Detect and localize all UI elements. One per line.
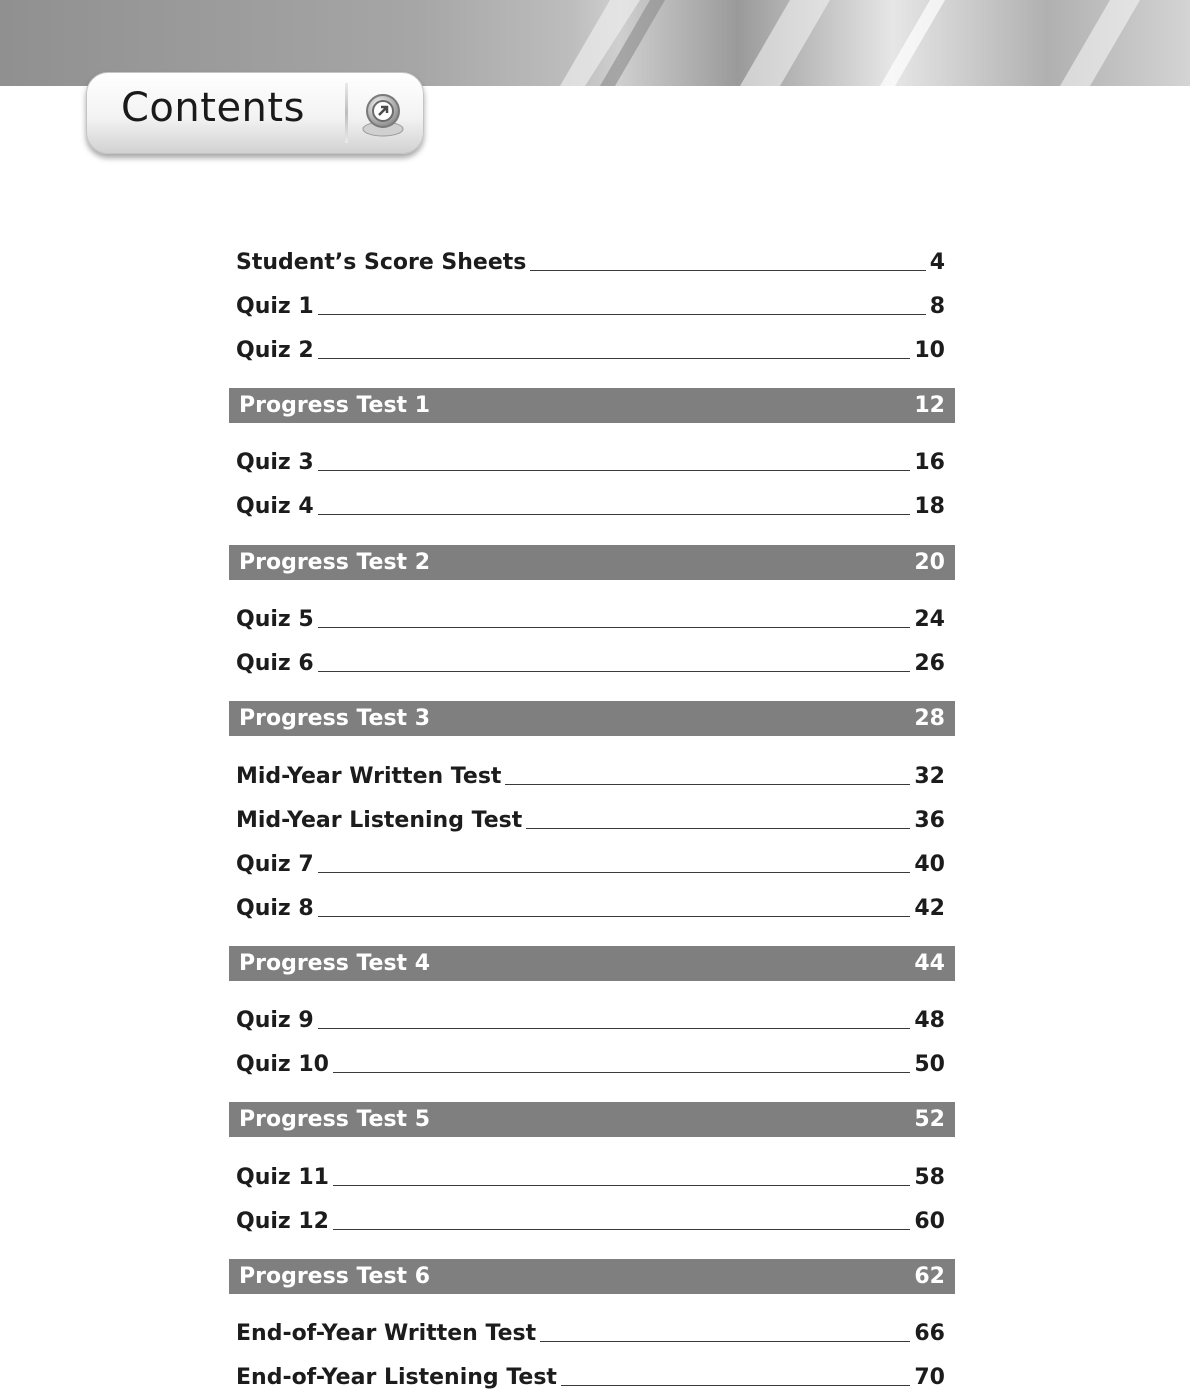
dot-leader [318,313,926,315]
page-title: Contents [121,85,305,131]
toc-section-page: 62 [914,1264,945,1289]
toc-entry[interactable] [229,1049,955,1079]
toc-entry-page: 24 [914,607,945,632]
toc-entry[interactable] [229,604,955,634]
toc-section-label: Progress Test 3 [239,706,431,731]
toc-section-label: Progress Test 6 [239,1264,431,1289]
toc-entry-label: Quiz 9 [236,1008,314,1033]
toc-entry[interactable] [229,1162,955,1192]
toc-entry-label: Quiz 6 [236,651,314,676]
toc-entry[interactable] [229,335,955,365]
dot-leader [333,1228,910,1230]
toc-section-band[interactable] [229,545,955,580]
toc-section-band[interactable] [229,946,955,981]
toc-section-band[interactable] [229,1259,955,1294]
toc-entry[interactable] [229,1206,955,1236]
arrow-circle-icon [355,85,411,141]
dot-leader [318,670,911,672]
dot-leader [530,269,925,271]
toc-entry-page: 70 [914,1365,945,1390]
toc-entry-page: 16 [914,450,945,475]
toc-entry[interactable] [229,805,955,835]
toc-entry-label: Quiz 4 [236,494,314,519]
dot-leader [318,626,911,628]
toc-entry-label: Quiz 12 [236,1209,329,1234]
dot-leader [318,915,911,917]
toc-section-label: Progress Test 2 [239,550,431,575]
dot-leader [318,1027,911,1029]
toc-entry-page: 58 [914,1165,945,1190]
toc-section-page: 44 [914,951,945,976]
toc-entry-label: Student’s Score Sheets [236,250,527,275]
toc-entry-label: Quiz 5 [236,607,314,632]
dot-leader [540,1340,910,1342]
toc-entry-page: 32 [914,764,945,789]
toc-section-band[interactable] [229,1102,955,1137]
toc-section-page: 20 [914,550,945,575]
toc-entry[interactable] [229,491,955,521]
dot-leader [526,827,910,829]
toc-section-band[interactable] [229,388,955,423]
toc-entry-page: 26 [914,651,945,676]
contents-title-badge [86,72,424,154]
toc-entry-page: 50 [914,1052,945,1077]
dot-leader [333,1184,910,1186]
toc-section-label: Progress Test 5 [239,1107,431,1132]
toc-section-page: 52 [914,1107,945,1132]
toc-entry[interactable] [229,893,955,923]
toc-entry[interactable] [229,761,955,791]
toc-entry-page: 4 [929,250,945,275]
dot-leader [561,1384,910,1386]
toc-entry-page: 60 [914,1209,945,1234]
toc-entry-label: Quiz 11 [236,1165,329,1190]
toc-entry[interactable] [229,447,955,477]
toc-section-page: 28 [914,706,945,731]
toc-entry[interactable] [229,648,955,678]
dot-leader [318,469,911,471]
toc-section-label: Progress Test 4 [239,951,431,976]
dot-leader [318,357,911,359]
toc-entry-label: Quiz 3 [236,450,314,475]
toc-entry-page: 42 [914,896,945,921]
dot-leader [318,513,911,515]
toc-entry-page: 10 [914,338,945,363]
toc-entry-page: 66 [914,1321,945,1346]
toc-entry[interactable] [229,849,955,879]
toc-entry-label: Mid-Year Listening Test [236,808,523,833]
dot-leader [318,871,911,873]
toc-entry[interactable] [229,291,955,321]
toc-entry-page: 8 [929,294,945,319]
toc-entry-label: Quiz 2 [236,338,314,363]
toc-entry[interactable] [229,1318,955,1348]
toc-entry-page: 40 [914,852,945,877]
toc-entry-label: Quiz 1 [236,294,314,319]
toc-section-band[interactable] [229,701,955,736]
toc-entry-label: End-of-Year Listening Test [236,1365,557,1390]
toc-section-page: 12 [914,393,945,418]
toc-entry-label: Quiz 8 [236,896,314,921]
dot-leader [505,783,910,785]
toc-section-label: Progress Test 1 [239,393,431,418]
toc-entry[interactable] [229,1362,955,1392]
toc-entry-label: End-of-Year Written Test [236,1321,537,1346]
title-divider [345,83,348,143]
toc-entry-label: Quiz 10 [236,1052,329,1077]
toc-entry-page: 36 [914,808,945,833]
toc-entry[interactable] [229,1005,955,1035]
dot-leader [333,1071,910,1073]
toc-entry-label: Mid-Year Written Test [236,764,502,789]
toc-entry[interactable] [229,247,955,277]
toc-entry-label: Quiz 7 [236,852,314,877]
toc-entry-page: 48 [914,1008,945,1033]
toc-entry-page: 18 [914,494,945,519]
